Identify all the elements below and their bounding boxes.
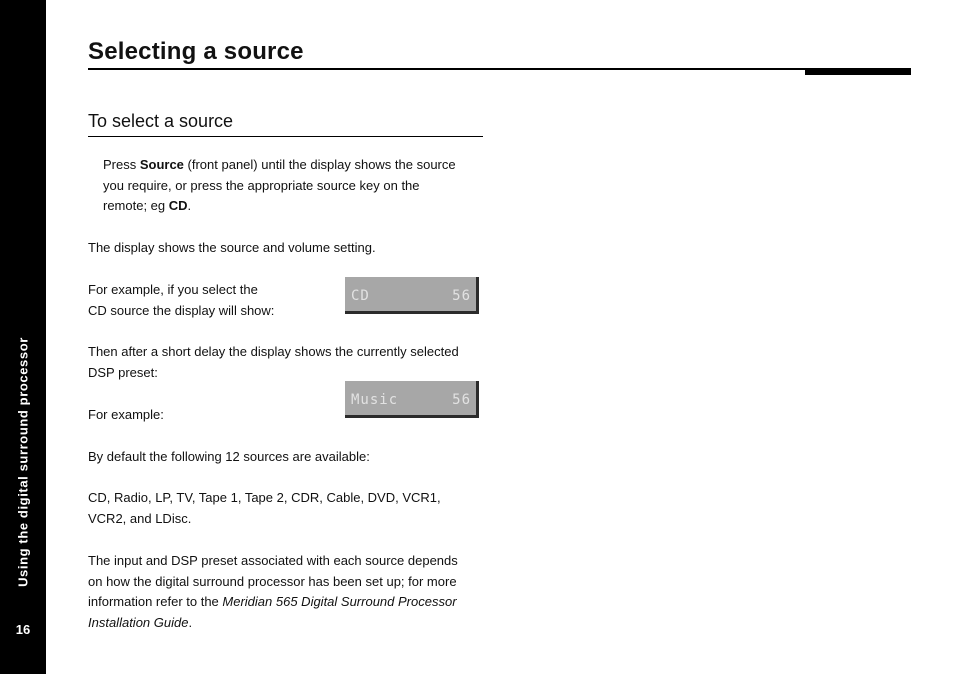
page-number: 16	[15, 622, 31, 637]
lcd-source-label: CD	[351, 288, 370, 304]
example2-line: For example:	[88, 407, 164, 422]
dsp-text	[88, 342, 459, 383]
step-text-3: you require, or press the appropriate source key on the	[103, 177, 420, 193]
lcd-display-music	[345, 381, 479, 418]
page-title: Selecting a source	[88, 38, 304, 65]
closing-period: .	[188, 615, 193, 631]
sidebar	[0, 0, 46, 674]
dsp-text-line1: Then after a short delay the display shows the currently selected	[88, 344, 459, 359]
closing-paragraph	[88, 551, 498, 634]
example2-text	[88, 405, 164, 426]
step-bold-source: Source	[139, 157, 184, 172]
example1-text	[88, 280, 274, 321]
sources-list-line2: VCR2, and LDisc.	[88, 510, 192, 526]
sources-list	[88, 488, 441, 529]
section-heading: To select a source	[88, 111, 234, 131]
sources-intro-text: By default the following 12 sources are available:	[88, 449, 370, 464]
step-text-1: Press	[103, 157, 140, 172]
lcd-volume-value: 56	[452, 392, 471, 408]
closing-line3-text: information refer to the	[88, 594, 223, 610]
display-info-text: The display shows the source and volume setting.	[88, 240, 376, 255]
lcd-display-cd	[345, 277, 479, 314]
step-text-5: .	[187, 198, 192, 214]
step-text-4: remote; eg	[103, 198, 169, 214]
title-rule	[88, 68, 911, 70]
dsp-text-line2: DSP preset:	[88, 364, 158, 380]
lcd-volume-value: 56	[452, 288, 471, 304]
step-bold-cd: CD	[168, 198, 188, 214]
closing-guide-title: Meridian 565 Digital Surround Processor	[222, 594, 457, 610]
closing-guide-title-end: Installation Guide	[88, 615, 189, 631]
sources-list-line1: CD, Radio, LP, TV, Tape 1, Tape 2, CDR, Cable, DVD, VCR1,	[88, 490, 441, 505]
step-text-2: (front panel) until the display shows the source	[183, 157, 456, 172]
sidebar-label: Using the digital surround processor	[15, 337, 31, 587]
example1-line1: For example, if you select the	[88, 282, 258, 297]
closing-line2: on how the digital surround processor has been set up; for more	[88, 573, 457, 589]
section-rule	[88, 136, 483, 137]
closing-line1: The input and DSP preset associated with each source depends	[88, 553, 458, 568]
sources-intro	[88, 447, 370, 468]
step-instruction	[103, 155, 493, 217]
example1-line2: CD source the display will show:	[88, 302, 275, 318]
lcd-preset-label: Music	[351, 392, 399, 408]
title-rule-accent	[805, 68, 911, 75]
display-info	[88, 238, 376, 259]
